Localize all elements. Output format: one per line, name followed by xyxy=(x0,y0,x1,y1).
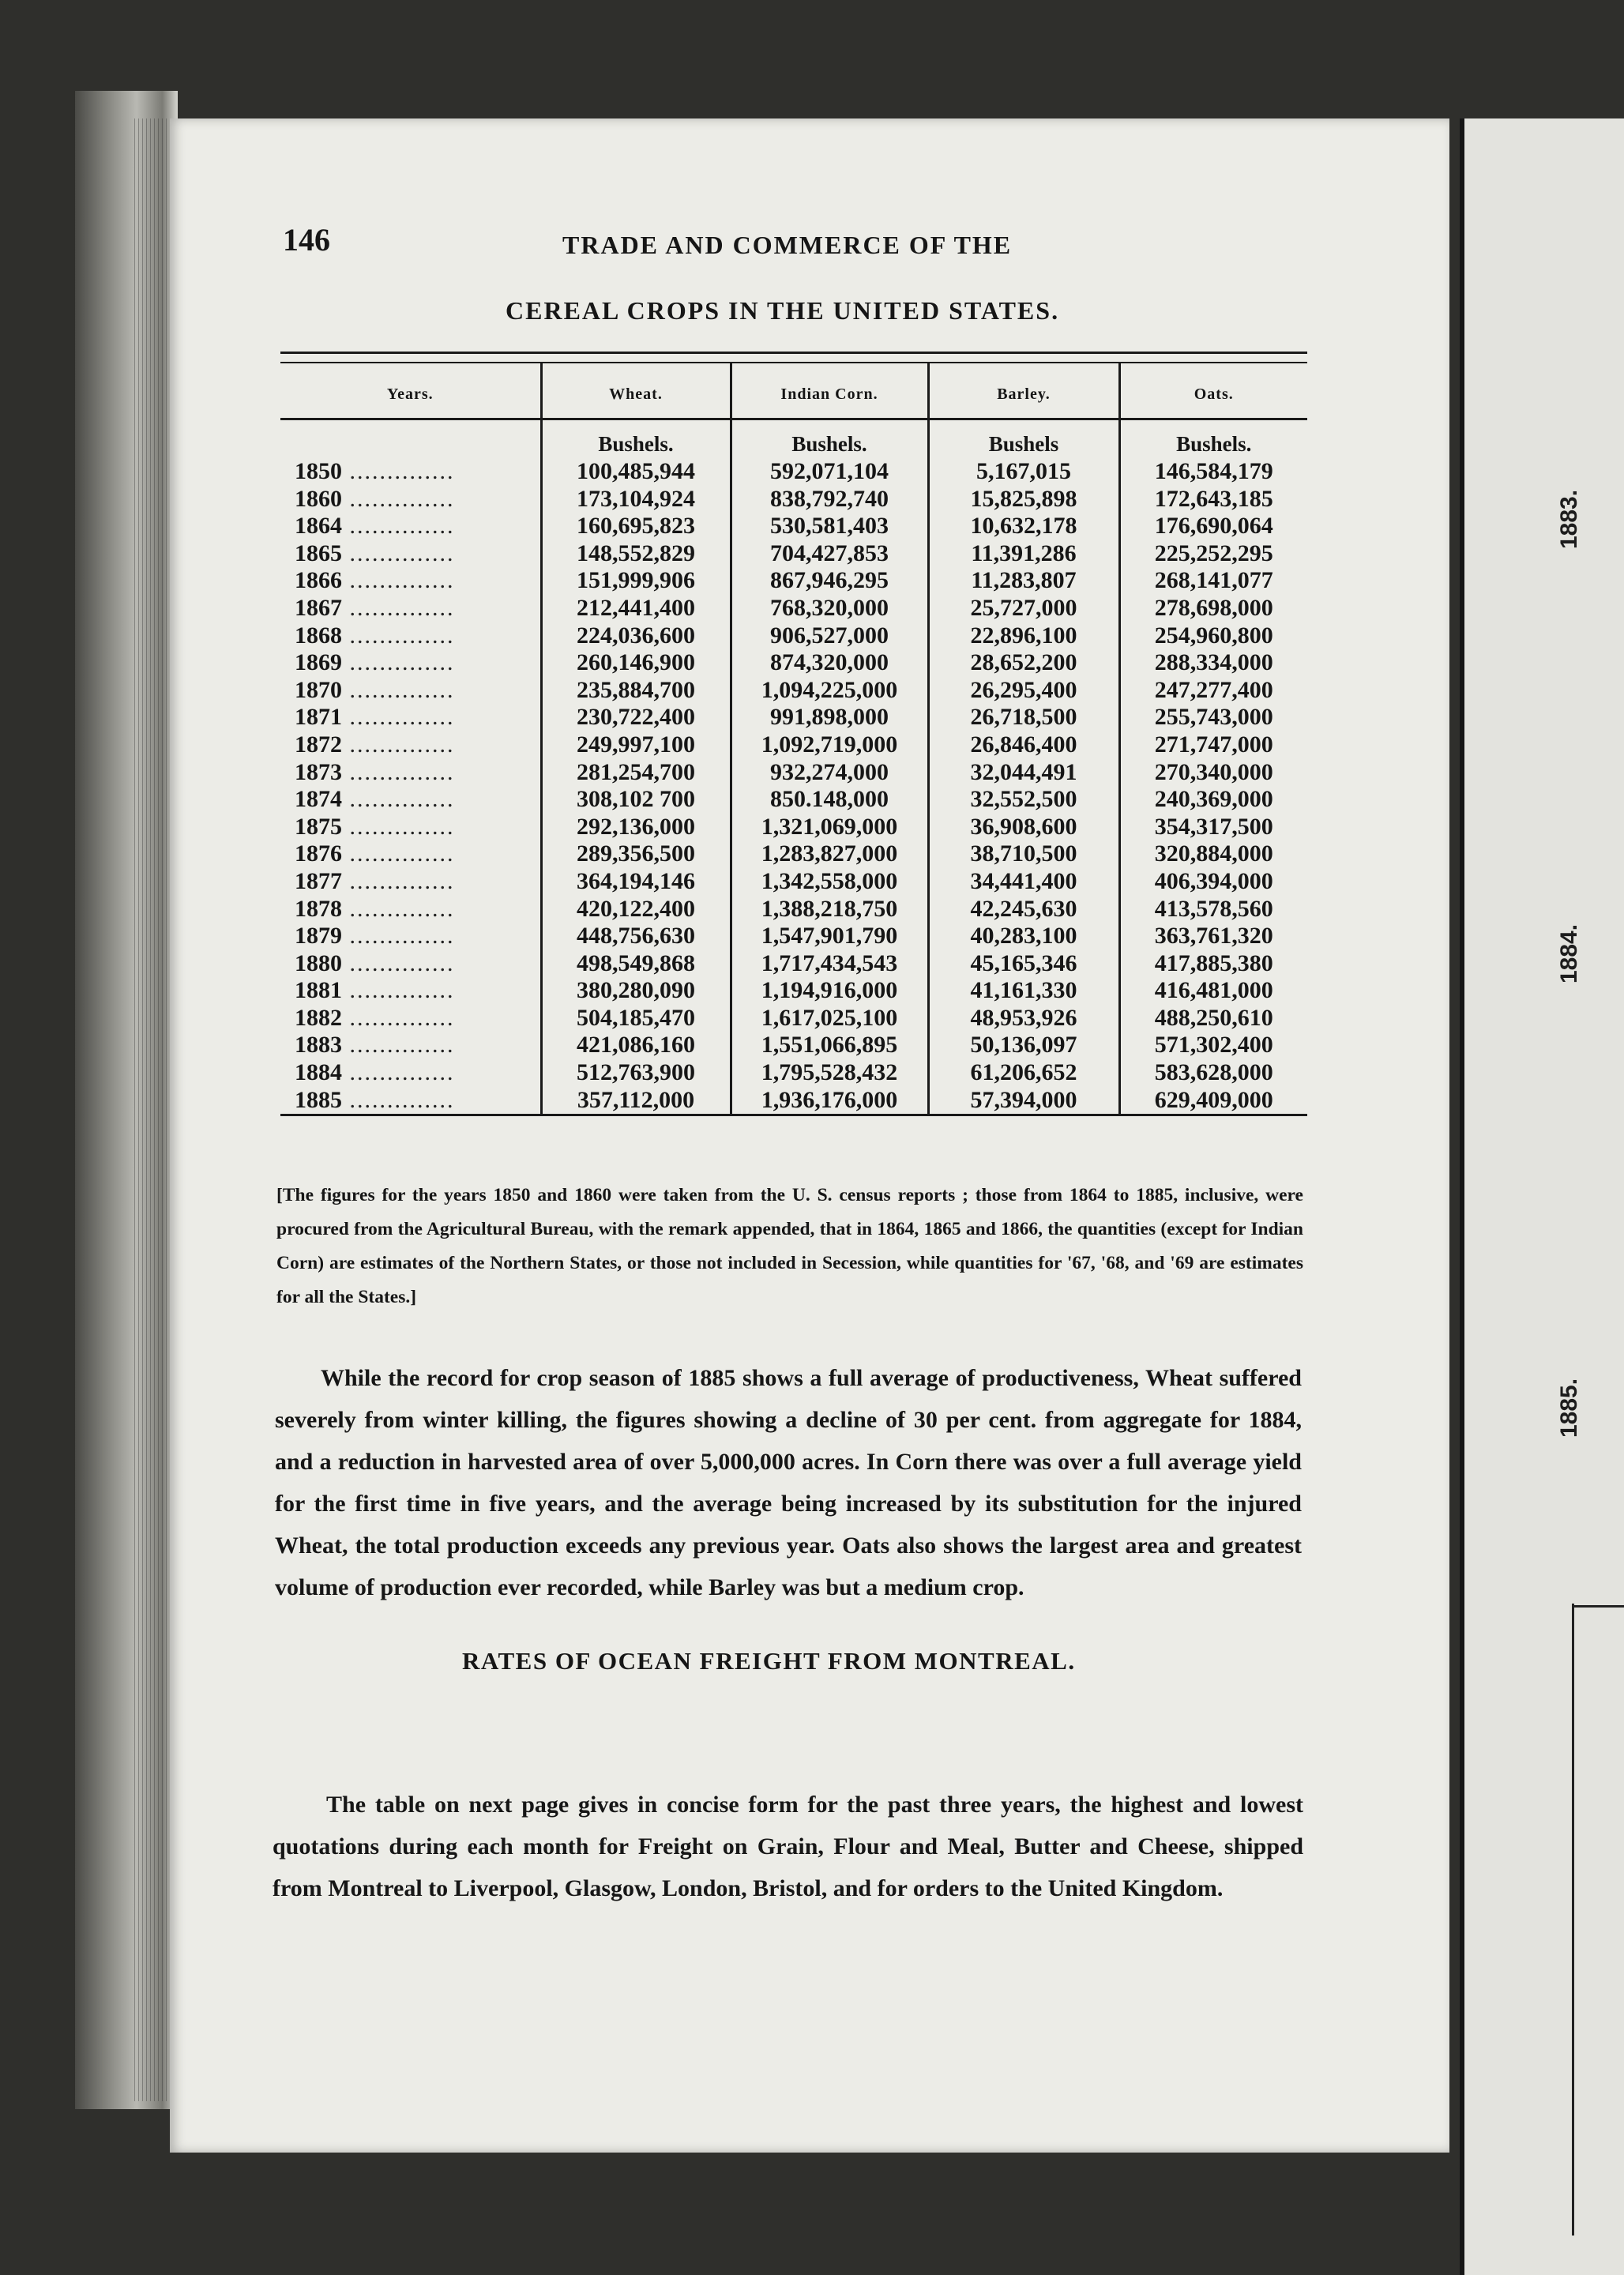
table-row xyxy=(280,814,1307,841)
unit-years xyxy=(280,419,541,459)
year-label: 1878 xyxy=(295,895,342,922)
table-row xyxy=(280,649,1307,677)
oats-cell: 254,960,800 xyxy=(1119,622,1307,650)
wheat-cell: 260,146,900 xyxy=(541,649,731,677)
year-cell xyxy=(280,595,541,622)
corn-cell: 850.148,000 xyxy=(731,786,928,814)
column-header-oats: Oats. xyxy=(1119,363,1307,419)
year-label: 1872 xyxy=(295,731,342,758)
year-label: 1870 xyxy=(295,676,342,703)
units-row xyxy=(280,419,1307,459)
corn-cell: 1,551,066,895 xyxy=(731,1032,928,1059)
table-row xyxy=(280,840,1307,868)
wheat-cell: 504,185,470 xyxy=(541,1005,731,1032)
oats-cell: 255,743,000 xyxy=(1119,704,1307,731)
corn-cell: 1,342,558,000 xyxy=(731,868,928,896)
barley-cell: 25,727,000 xyxy=(928,595,1119,622)
year-label: 1860 xyxy=(295,485,342,512)
page-edges xyxy=(134,118,174,2101)
leader-dots: .............. xyxy=(342,895,455,922)
leader-dots: .............. xyxy=(342,731,455,758)
leader-dots: .............. xyxy=(342,567,455,594)
barley-cell: 26,295,400 xyxy=(928,677,1119,705)
leader-dots: .............. xyxy=(342,1004,455,1031)
section-heading: RATES OF OCEAN FREIGHT FROM MONTREAL. xyxy=(462,1647,1076,1675)
corn-cell: 592,071,104 xyxy=(731,458,928,486)
next-page-rule-tick xyxy=(1572,1605,1624,1608)
next-page-year-1884: 1884. xyxy=(1556,923,1582,983)
wheat-cell: 151,999,906 xyxy=(541,567,731,595)
barley-cell: 10,632,178 xyxy=(928,513,1119,540)
leader-dots: .............. xyxy=(342,949,455,976)
wheat-cell: 380,280,090 xyxy=(541,977,731,1005)
unit-corn: Bushels. xyxy=(731,419,928,459)
year-cell xyxy=(280,704,541,731)
corn-cell: 906,527,000 xyxy=(731,622,928,650)
oats-cell: 288,334,000 xyxy=(1119,649,1307,677)
leader-dots: .............. xyxy=(342,923,455,949)
leader-dots: .............. xyxy=(342,786,455,813)
wheat-cell: 160,695,823 xyxy=(541,513,731,540)
leader-dots: .............. xyxy=(342,1086,455,1113)
table-row xyxy=(280,567,1307,595)
corn-cell: 1,321,069,000 xyxy=(731,814,928,841)
oats-cell: 240,369,000 xyxy=(1119,786,1307,814)
barley-cell: 15,825,898 xyxy=(928,486,1119,513)
year-cell xyxy=(280,977,541,1005)
wheat-cell: 212,441,400 xyxy=(541,595,731,622)
year-label: 1880 xyxy=(295,949,342,976)
year-cell xyxy=(280,1059,541,1087)
cereal-crops-table xyxy=(280,352,1307,1116)
table-row xyxy=(280,786,1307,814)
corn-cell: 1,194,916,000 xyxy=(731,977,928,1005)
year-label: 1871 xyxy=(295,704,342,731)
oats-cell: 416,481,000 xyxy=(1119,977,1307,1005)
leader-dots: .............. xyxy=(342,1032,455,1059)
year-label: 1876 xyxy=(295,840,342,867)
table-row xyxy=(280,1087,1307,1115)
table-bottom-rule xyxy=(280,1114,1307,1116)
table-row xyxy=(280,486,1307,513)
year-label: 1882 xyxy=(295,1004,342,1031)
year-cell xyxy=(280,540,541,568)
year-label: 1879 xyxy=(295,923,342,949)
table-row xyxy=(280,977,1307,1005)
table-row xyxy=(280,1059,1307,1087)
oats-cell: 363,761,320 xyxy=(1119,923,1307,950)
leader-dots: .............. xyxy=(342,676,455,703)
year-cell xyxy=(280,649,541,677)
barley-cell: 61,206,652 xyxy=(928,1059,1119,1087)
next-page-edge xyxy=(1460,118,1624,2275)
year-cell xyxy=(280,486,541,513)
barley-cell: 22,896,100 xyxy=(928,622,1119,650)
wheat-cell: 364,194,146 xyxy=(541,868,731,896)
running-head: TRADE AND COMMERCE OF THE xyxy=(562,231,1013,259)
wheat-cell: 173,104,924 xyxy=(541,486,731,513)
year-label: 1873 xyxy=(295,758,342,785)
leader-dots: .............. xyxy=(342,704,455,731)
wheat-cell: 498,549,868 xyxy=(541,950,731,978)
wheat-cell: 148,552,829 xyxy=(541,540,731,568)
year-label: 1877 xyxy=(295,867,342,894)
year-cell xyxy=(280,786,541,814)
oats-cell: 406,394,000 xyxy=(1119,868,1307,896)
barley-cell: 34,441,400 xyxy=(928,868,1119,896)
corn-cell: 932,274,000 xyxy=(731,759,928,787)
leader-dots: .............. xyxy=(342,649,455,676)
year-cell xyxy=(280,814,541,841)
year-cell xyxy=(280,458,541,486)
leader-dots: .............. xyxy=(342,485,455,512)
oats-cell: 320,884,000 xyxy=(1119,840,1307,868)
year-label: 1885 xyxy=(295,1086,342,1113)
table-footnote: [The figures for the years 1850 and 1860 were taken from the U. S. census reports ; those from 1864 to 1885, inclusive, were procured from the Agricultural Bureau, with the remark appended, that in 1864, 1865 and 1866, the quantities (except for Indian Corn) are estimates of the Northern States, or those not included in Secession, while quantities for '67, '68, and '69 are estimates for all the States.] xyxy=(276,1185,1303,1307)
oats-cell: 583,628,000 xyxy=(1119,1059,1307,1087)
corn-cell: 991,898,000 xyxy=(731,704,928,731)
table-top-rule xyxy=(280,352,1307,363)
year-cell xyxy=(280,759,541,787)
table-row xyxy=(280,677,1307,705)
oats-cell: 268,141,077 xyxy=(1119,567,1307,595)
unit-wheat: Bushels. xyxy=(541,419,731,459)
barley-cell: 50,136,097 xyxy=(928,1032,1119,1059)
table-row xyxy=(280,896,1307,923)
leader-dots: .............. xyxy=(342,1059,455,1086)
barley-cell: 38,710,500 xyxy=(928,840,1119,868)
leader-dots: .............. xyxy=(342,977,455,1004)
leader-dots: .............. xyxy=(342,540,455,566)
leader-dots: .............. xyxy=(342,813,455,840)
wheat-cell: 100,485,944 xyxy=(541,458,731,486)
next-page-year-1885: 1885. xyxy=(1556,1378,1582,1438)
wheat-cell: 357,112,000 xyxy=(541,1087,731,1115)
leader-dots: .............. xyxy=(342,867,455,894)
year-cell xyxy=(280,677,541,705)
barley-cell: 40,283,100 xyxy=(928,923,1119,950)
year-cell xyxy=(280,1032,541,1059)
unit-oats: Bushels. xyxy=(1119,419,1307,459)
year-label: 1881 xyxy=(295,977,342,1004)
corn-cell: 838,792,740 xyxy=(731,486,928,513)
barley-cell: 36,908,600 xyxy=(928,814,1119,841)
oats-cell: 172,643,185 xyxy=(1119,486,1307,513)
table-row xyxy=(280,513,1307,540)
crop-season-paragraph: While the record for crop season of 1885 shows a full average of productiveness, Wheat suffered severely from winter killing, the figures showing a decline of 30 per cent. from aggregate for 1884, and a reduction in harvested area of over 5,000,000 acres. In Corn there was over a full average yield for the first time in five years, and the average being increased by its substitution for the injured Wheat, the total production exceeds any previous year. Oats also shows the largest area and greatest volume of production ever recorded, while Barley was but a medium crop. xyxy=(275,1365,1302,1600)
oats-cell: 271,747,000 xyxy=(1119,731,1307,759)
barley-cell: 42,245,630 xyxy=(928,896,1119,923)
oats-cell: 571,302,400 xyxy=(1119,1032,1307,1059)
leader-dots: .............. xyxy=(342,458,455,484)
wheat-cell: 281,254,700 xyxy=(541,759,731,787)
corn-cell: 1,094,225,000 xyxy=(731,677,928,705)
barley-cell: 5,167,015 xyxy=(928,458,1119,486)
corn-cell: 704,427,853 xyxy=(731,540,928,568)
barley-cell: 28,652,200 xyxy=(928,649,1119,677)
corn-cell: 1,795,528,432 xyxy=(731,1059,928,1087)
year-cell xyxy=(280,896,541,923)
barley-cell: 26,718,500 xyxy=(928,704,1119,731)
table-row xyxy=(280,923,1307,950)
wheat-cell: 448,756,630 xyxy=(541,923,731,950)
oats-cell: 225,252,295 xyxy=(1119,540,1307,568)
corn-cell: 1,388,218,750 xyxy=(731,896,928,923)
table-row xyxy=(280,950,1307,978)
barley-cell: 48,953,926 xyxy=(928,1005,1119,1032)
wheat-cell: 289,356,500 xyxy=(541,840,731,868)
year-cell xyxy=(280,513,541,540)
wheat-cell: 512,763,900 xyxy=(541,1059,731,1087)
corn-cell: 1,092,719,000 xyxy=(731,731,928,759)
leader-dots: .............. xyxy=(342,758,455,785)
year-label: 1864 xyxy=(295,513,342,540)
year-cell xyxy=(280,923,541,950)
barley-cell: 41,161,330 xyxy=(928,977,1119,1005)
barley-cell: 26,846,400 xyxy=(928,731,1119,759)
barley-cell: 11,283,807 xyxy=(928,567,1119,595)
barley-cell: 57,394,000 xyxy=(928,1087,1119,1115)
oats-cell: 278,698,000 xyxy=(1119,595,1307,622)
table-row xyxy=(280,868,1307,896)
next-page-year-1883: 1883. xyxy=(1556,489,1582,549)
corn-cell: 530,581,403 xyxy=(731,513,928,540)
oats-cell: 417,885,380 xyxy=(1119,950,1307,978)
wheat-cell: 235,884,700 xyxy=(541,677,731,705)
year-label: 1883 xyxy=(295,1032,342,1059)
table-row xyxy=(280,458,1307,486)
oats-cell: 413,578,560 xyxy=(1119,896,1307,923)
corn-cell: 1,283,827,000 xyxy=(731,840,928,868)
corn-cell: 1,617,025,100 xyxy=(731,1005,928,1032)
corn-cell: 874,320,000 xyxy=(731,649,928,677)
corn-cell: 768,320,000 xyxy=(731,595,928,622)
year-label: 1884 xyxy=(295,1059,342,1086)
corn-cell: 1,547,901,790 xyxy=(731,923,928,950)
barley-cell: 45,165,346 xyxy=(928,950,1119,978)
leader-dots: .............. xyxy=(342,840,455,867)
wheat-cell: 224,036,600 xyxy=(541,622,731,650)
barley-cell: 11,391,286 xyxy=(928,540,1119,568)
wheat-cell: 230,722,400 xyxy=(541,704,731,731)
page-number: 146 xyxy=(283,222,330,258)
table-row xyxy=(280,1005,1307,1032)
table-header-row xyxy=(280,363,1307,419)
year-label: 1869 xyxy=(295,649,342,676)
freight-paragraph: The table on next page gives in concise form for the past three years, the highest and lowest quotations during each month for Freight on Grain, Flour and Meal, Butter and Cheese, shipped from Montreal to Liverpool, Glasgow, London, Bristol, and for orders to the United Kingdom. xyxy=(273,1792,1303,1901)
year-label: 1868 xyxy=(295,622,342,649)
year-cell xyxy=(280,950,541,978)
table-row xyxy=(280,540,1307,568)
oats-cell: 247,277,400 xyxy=(1119,677,1307,705)
year-cell xyxy=(280,868,541,896)
column-header-barley: Barley. xyxy=(928,363,1119,419)
table-title: CEREAL CROPS IN THE UNITED STATES. xyxy=(506,296,1060,325)
oats-cell: 146,584,179 xyxy=(1119,458,1307,486)
crops-data-table xyxy=(280,363,1307,1114)
corn-cell: 1,936,176,000 xyxy=(731,1087,928,1115)
table-row xyxy=(280,1032,1307,1059)
year-label: 1866 xyxy=(295,567,342,594)
wheat-cell: 421,086,160 xyxy=(541,1032,731,1059)
corn-cell: 867,946,295 xyxy=(731,567,928,595)
oats-cell: 629,409,000 xyxy=(1119,1087,1307,1115)
table-row xyxy=(280,731,1307,759)
unit-barley: Bushels xyxy=(928,419,1119,459)
leader-dots: .............. xyxy=(342,513,455,540)
oats-cell: 488,250,610 xyxy=(1119,1005,1307,1032)
year-cell xyxy=(280,840,541,868)
leader-dots: .............. xyxy=(342,622,455,649)
table-body xyxy=(280,419,1307,1115)
oats-cell: 354,317,500 xyxy=(1119,814,1307,841)
year-label: 1867 xyxy=(295,594,342,621)
year-cell xyxy=(280,731,541,759)
year-label: 1865 xyxy=(295,540,342,566)
year-cell xyxy=(280,567,541,595)
oats-cell: 176,690,064 xyxy=(1119,513,1307,540)
column-header-indian-corn: Indian Corn. xyxy=(731,363,928,419)
wheat-cell: 308,102 700 xyxy=(541,786,731,814)
wheat-cell: 249,997,100 xyxy=(541,731,731,759)
year-label: 1874 xyxy=(295,786,342,813)
year-cell xyxy=(280,1005,541,1032)
year-label: 1850 xyxy=(295,458,342,484)
next-page-rule xyxy=(1572,1604,1574,2236)
table-row xyxy=(280,622,1307,650)
table-row xyxy=(280,704,1307,731)
wheat-cell: 292,136,000 xyxy=(541,814,731,841)
column-header-wheat: Wheat. xyxy=(541,363,731,419)
wheat-cell: 420,122,400 xyxy=(541,896,731,923)
year-cell xyxy=(280,622,541,650)
year-label: 1875 xyxy=(295,813,342,840)
oats-cell: 270,340,000 xyxy=(1119,759,1307,787)
barley-cell: 32,044,491 xyxy=(928,759,1119,787)
table-row xyxy=(280,759,1307,787)
barley-cell: 32,552,500 xyxy=(928,786,1119,814)
year-cell xyxy=(280,1087,541,1115)
corn-cell: 1,717,434,543 xyxy=(731,950,928,978)
column-header-years: Years. xyxy=(280,363,541,419)
leader-dots: .............. xyxy=(342,594,455,621)
table-row xyxy=(280,595,1307,622)
